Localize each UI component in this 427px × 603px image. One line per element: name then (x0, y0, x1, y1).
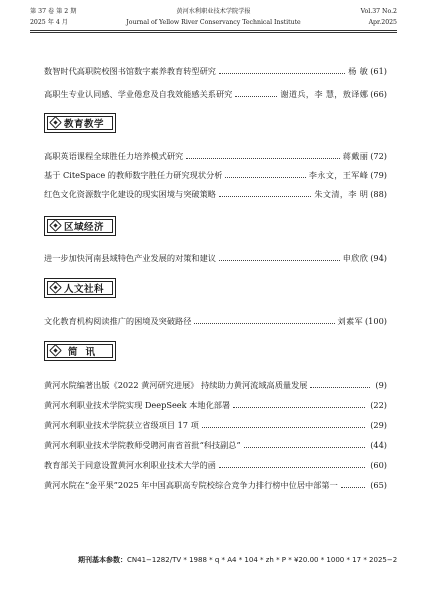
header-rule (30, 30, 397, 31)
toc-entry[interactable] (44, 398, 387, 412)
page-number: (44) (370, 440, 387, 450)
leader-dots (225, 177, 305, 178)
issue-date-en: Apr.2025 (368, 19, 397, 26)
ornament-icon (50, 282, 60, 294)
article-title: 高职英语课程全球胜任力培养模式研究 (44, 151, 184, 161)
leader-dots (202, 427, 365, 428)
article-author: 李永文，王军峰 (308, 170, 369, 180)
article-title: 基于 CiteSpace 的教师数字胜任力研究现状分析 (44, 170, 223, 180)
leader-dots (233, 407, 365, 408)
journal-header (30, 2, 397, 46)
toc-entry[interactable] (44, 314, 387, 328)
leader-dots (244, 447, 366, 448)
article-title: 高职生专业认同感、学业倦怠及自我效能感关系研究 (44, 89, 233, 99)
article-title: 黄河水院编著出版《2022 黄河研究进展》 持续助力黄河流域高质量发展 (44, 380, 308, 390)
ornament-icon (50, 117, 60, 129)
section-heading-humanities (44, 278, 116, 298)
toc-entry[interactable] (44, 187, 387, 201)
leader-dots (194, 323, 334, 324)
ornament-icon (50, 345, 60, 357)
article-title: 黄河水利职业技术学院获立省级项目 17 项 (44, 420, 199, 430)
toc-entry[interactable] (44, 478, 387, 492)
leader-dots (341, 487, 365, 488)
page-number: (60) (370, 460, 387, 470)
page-number: (72) (370, 151, 387, 161)
page-number: (79) (370, 170, 387, 180)
article-author: 蒋戴丽 (342, 151, 369, 161)
header-rule-thin (30, 32, 397, 33)
page-number: (94) (370, 253, 387, 263)
page-number: (100) (364, 316, 387, 326)
leader-dots (310, 387, 370, 388)
article-author: 申欣欣 (342, 253, 369, 263)
article-author: 杨 敏 (348, 66, 369, 76)
leader-dots (186, 158, 340, 159)
article-title: 教育部关于同意设置黄河水利职业技术大学的函 (44, 460, 216, 470)
toc-entry[interactable] (44, 149, 387, 163)
article-author: 刘素军 (337, 316, 363, 326)
article-title: 黄河水利职业技术学院教师受聘河南省首批“科技副总” (44, 440, 241, 450)
leader-dots (235, 96, 277, 97)
toc-entry[interactable] (44, 64, 387, 78)
article-title: 数智时代高职院校图书馆数字素养教育转型研究 (44, 66, 216, 76)
article-title: 黄河水院在“金平果”2025 年中国高职高专院校综合竞争力排行榜中位居中部第一 (44, 480, 338, 490)
toc-entry[interactable] (44, 418, 387, 432)
article-title: 黄河水利职业技术学院实现 DeepSeek 本地化部署 (44, 400, 231, 410)
toc-entry[interactable] (44, 458, 387, 472)
section-heading-education (44, 113, 116, 133)
ornament-icon (50, 220, 60, 232)
toc-entry[interactable] (44, 87, 387, 101)
section-label: 教育教学 (64, 119, 105, 130)
page-number: (66) (370, 89, 387, 99)
section-label: 区域经济 (64, 222, 105, 233)
page-number: (22) (370, 400, 387, 410)
volume-issue-cn: 第 37 卷 第 2 期 (30, 8, 77, 15)
toc-entry[interactable] (44, 168, 387, 182)
page-number: (61) (370, 66, 387, 76)
volume-issue-en: Vol.37 No.2 (360, 8, 397, 15)
section-label: 人文社科 (64, 284, 105, 295)
article-title: 进一步加快河南县域特色产业发展的对策和建议 (44, 253, 216, 263)
page-number: (9) (375, 380, 387, 390)
parameters-text: CN41−1282/TV * 1988 * q * A4 * 104 * zh * P * ¥20.00 * 1000 * 17 * 2025−2 (127, 556, 398, 564)
leader-dots (219, 467, 365, 468)
page-number: (88) (370, 189, 387, 199)
toc-entry[interactable] (44, 251, 387, 265)
article-title: 文化教育机构阅读推广的困境及突破路径 (44, 316, 192, 326)
section-heading-regional-economy (44, 216, 116, 236)
leader-dots (219, 260, 340, 261)
toc-entry[interactable] (44, 378, 387, 392)
issue-date-cn: 2025 年 4 月 (30, 19, 68, 26)
journal-parameters (78, 555, 397, 565)
page-number: (65) (370, 480, 387, 490)
section-label: 简讯 (68, 347, 104, 358)
journal-title-en: Journal of Yellow River Conservancy Technical Institute (126, 19, 301, 26)
article-title: 红色文化资源数字化建设的现实困境与突破策略 (44, 189, 216, 199)
leader-dots (219, 196, 311, 197)
toc-entry[interactable] (44, 438, 387, 452)
section-heading-news-brief (44, 341, 116, 361)
parameters-label: 期刊基本参数： (78, 556, 127, 564)
article-author: 谢道兵，李 慧，敖译娜 (280, 89, 369, 99)
journal-title-cn: 黄河水利职业技术学院学报 (176, 8, 251, 15)
page-number: (29) (370, 420, 387, 430)
article-author: 朱文清，李 明 (314, 189, 369, 199)
leader-dots (219, 73, 345, 74)
